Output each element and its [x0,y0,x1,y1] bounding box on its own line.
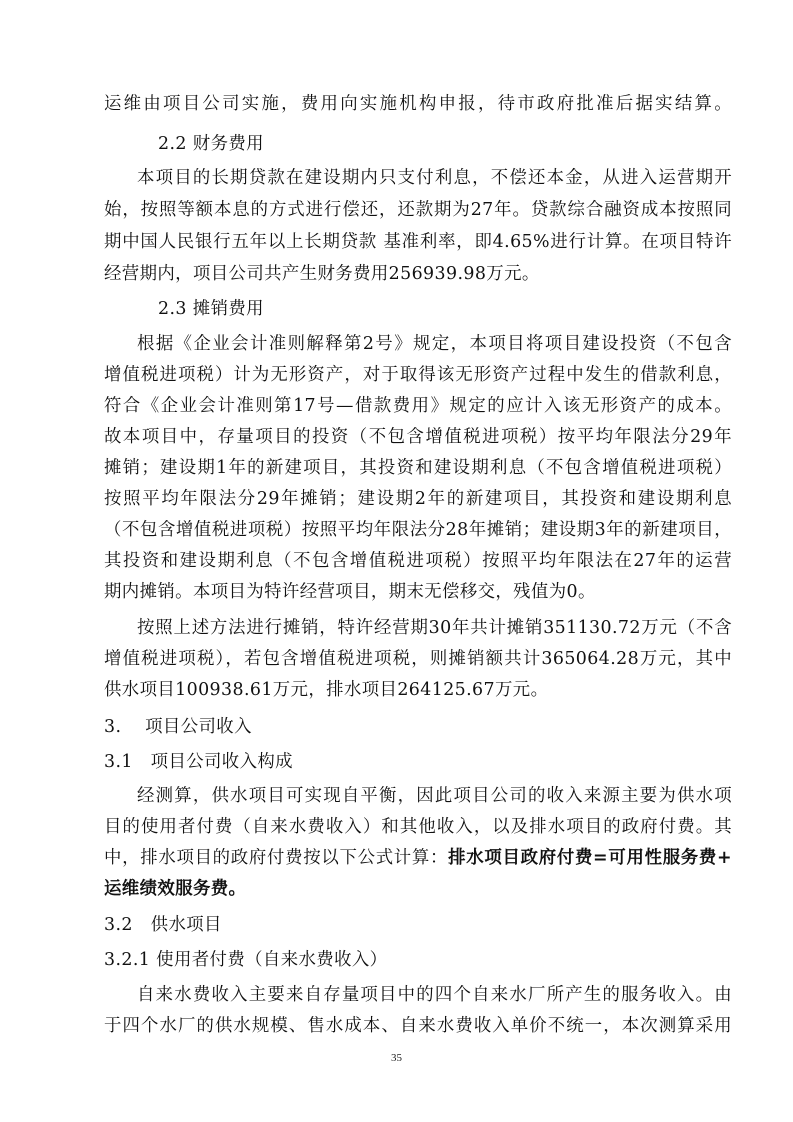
text-line: 期内摊销。本项目为特许经营项目，期末无偿移交，残值为0。 [104,582,596,602]
text-line: 目的使用者付费（自来水费收入）和其他收入，以及排水项目的政府付费。其 [104,817,732,837]
page-number: 35 [391,1052,402,1064]
text-line: 按照上述方法进行摊销，特许经营期30年共计摊销351130.72万元（不含 [137,618,732,638]
text-line: 增值税进项税），若包含增值税进项税，则摊销额共计365064.28万元，其中 [104,649,732,669]
text-line: 增值税进项税）计为无形资产，对于取得该无形资产过程中发生的借款利息， [104,365,732,385]
text-line: 根据《企业会计准则解释第2号》规定，本项目将项目建设投资（不包含 [137,334,732,354]
text-line: 期中国人民银行五年以上长期贷款 基准利率，即4.65%进行计算。在项目特许 [104,232,732,252]
formula-text: 运维绩效服务费。 [104,879,247,899]
text-line: 始，按照等额本息的方式进行偿还，还款期为27年。贷款综合融资成本按照同 [104,200,732,220]
text-line: 于四个水厂的供水规模、售水成本、自来水费收入单价不统一，本次测算采用 [104,1016,732,1036]
text-span: 中，排水项目的政府付费按以下公式计算： [104,848,449,868]
text-line: 其投资和建设期利息（不包含增值税进项税）按照平均年限法在27年的运营 [104,551,732,571]
text-line: 自来水费收入主要来自存量项目中的四个自来水厂所产生的服务收入。由 [137,985,732,1005]
text-line: 故本项目中，存量项目的投资（不包含增值税进项税）按平均年限法分29年 [104,427,732,447]
section-heading-2-2: 2.2 财务费用 [158,134,264,154]
text-line-mixed [104,846,732,870]
section-heading-3-2-1: 3.2.1 使用者付费（自来水费收入） [104,950,388,970]
text-line: 经营期内，项目公司共产生财务费用256939.98万元。 [104,264,540,284]
section-heading-2-3: 2.3 摊销费用 [158,299,264,319]
text-line: 本项目的长期贷款在建设期内只支付利息，不偿还本金，从进入运营期开 [137,168,732,188]
text-line: 摊销；建设期1年的新建项目，其投资和建设期利息（不包含增值税进项税） [104,458,732,478]
section-heading-3-2: 3.2 供水项目 [104,915,222,935]
text-line: 运维由项目公司实施，费用向实施机构申报，待市政府批准后据实结算。 [104,94,732,114]
text-line: 符合《企业会计准则第17号—借款费用》规定的应计入该无形资产的成本。 [104,396,732,416]
text-line: 按照平均年限法分29年摊销；建设期2年的新建项目，其投资和建设期利息 [104,489,732,509]
text-line: 经测算，供水项目可实现自平衡，因此项目公司的收入来源主要为供水项 [137,786,732,806]
section-heading-3: 3. 项目公司收入 [104,717,252,737]
section-heading-3-1: 3.1 项目公司收入构成 [104,752,293,772]
formula-text: 排水项目政府付费=可用性服务费+ [448,848,733,868]
text-line: （不包含增值税进项税）按照平均年限法分28年摊销；建设期3年的新建项目， [104,520,732,540]
text-line: 供水项目100938.61万元，排水项目264125.67万元。 [104,680,549,700]
